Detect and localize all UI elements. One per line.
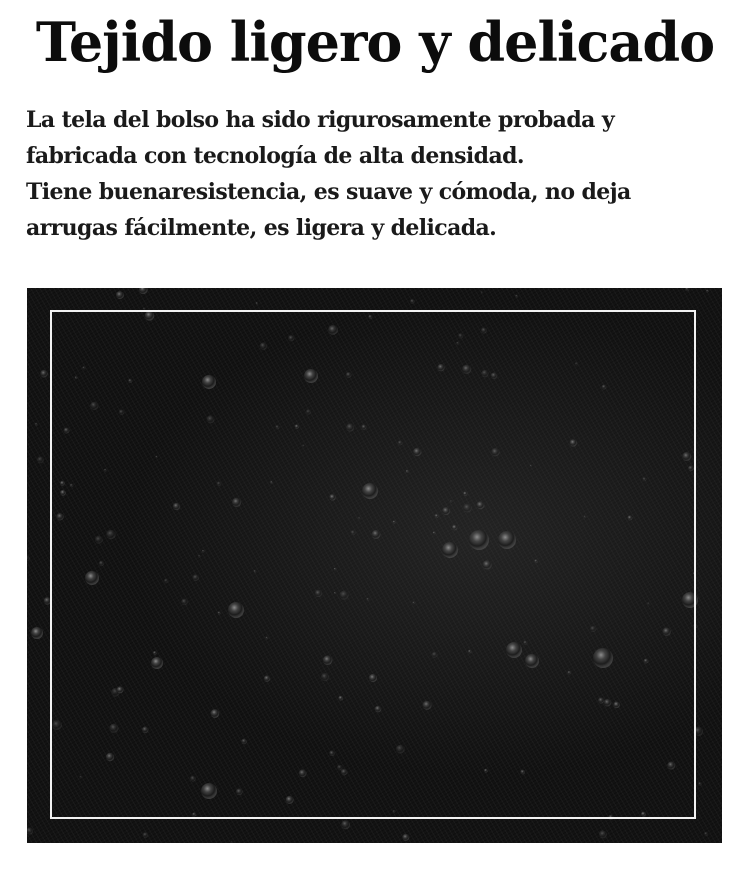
water-droplet (402, 834, 409, 841)
water-droplet (341, 820, 350, 829)
water-droplet (139, 288, 148, 294)
water-droplet (116, 291, 124, 299)
water-droplet (481, 291, 483, 293)
water-droplet (410, 299, 415, 304)
water-droplet (704, 832, 708, 836)
water-droplet (231, 841, 233, 843)
fabric-photo (27, 288, 722, 843)
water-droplet (37, 456, 44, 463)
water-droplet (698, 782, 702, 786)
page-title: Tejido ligero y delicado (35, 10, 715, 74)
water-droplet (40, 370, 48, 378)
water-droplet (31, 627, 43, 639)
water-droplet (685, 288, 690, 291)
description-line: fabricada con tecnología de alta densidad. (26, 143, 524, 169)
product-description (26, 102, 726, 246)
water-droplet (143, 832, 149, 838)
description-line: arrugas fácilmente, es ligera y delicada. (26, 215, 497, 241)
water-droplet (27, 556, 30, 562)
water-droplet (599, 830, 607, 838)
description-line: Tiene buenaresistencia, es suave y cómoda, no deja (26, 179, 631, 205)
water-droplet (706, 290, 709, 293)
water-droplet (256, 302, 258, 304)
description-line: La tela del bolso ha sido rigurosamente probada y (26, 107, 614, 133)
image-frame (50, 310, 696, 819)
water-droplet (27, 828, 33, 835)
water-droplet (35, 423, 38, 426)
water-droplet (515, 295, 518, 298)
